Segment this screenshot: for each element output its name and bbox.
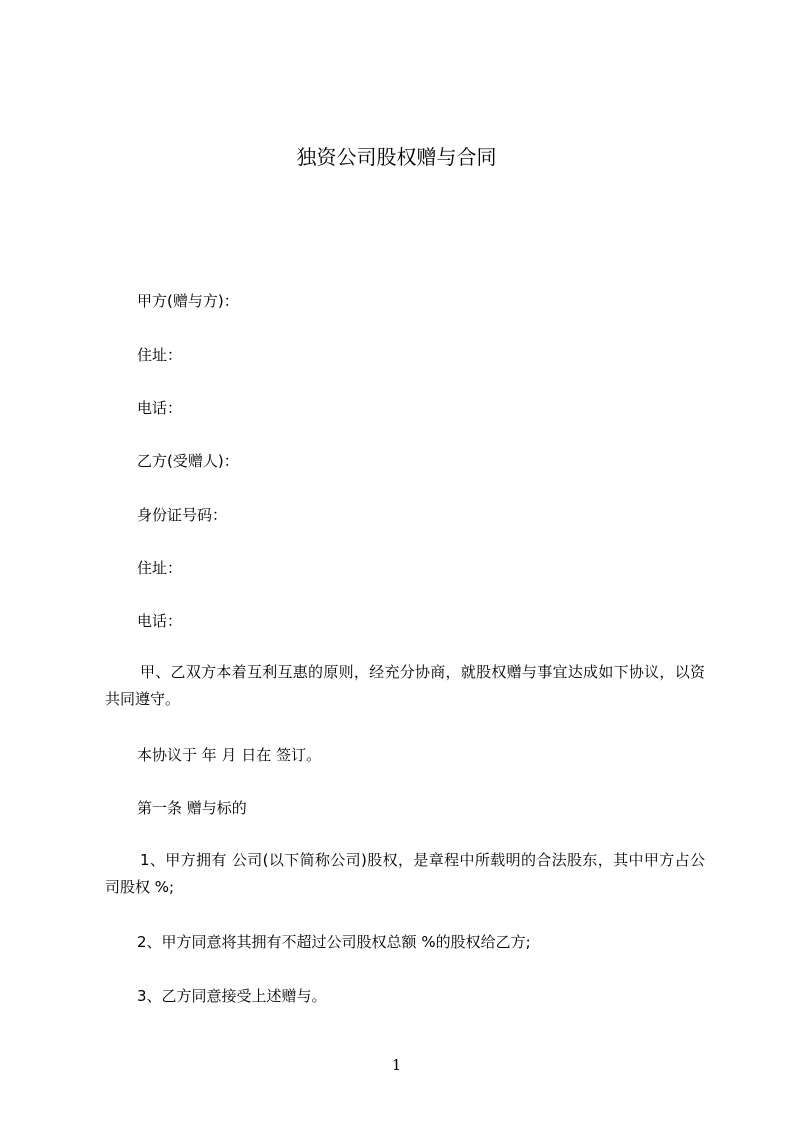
signing-line: 本协议于 年 月 日在 签订。 [137, 746, 322, 764]
party-b-address-label: 住址： [137, 559, 183, 577]
page-number: 1 [391, 1056, 402, 1074]
preamble-paragraph: 甲、乙双方本着互利互惠的原则，经充分协商，就股权赠与事宜达成如下协议，以资共同遵守。 [105, 663, 705, 708]
document-title: 独资公司股权赠与合同 [296, 145, 497, 169]
clause-1-paragraph: 1、甲方拥有 公司(以下简称公司)股权，是章程中所载明的合法股东，其中甲方占公司股权 %; [105, 851, 705, 896]
clause-2-line: 2、甲方同意将其拥有不超过公司股权总额 %的股权给乙方; [137, 933, 531, 951]
party-b-label: 乙方(受赠人)： [137, 452, 239, 470]
party-b-phone-label: 电话： [137, 612, 183, 630]
party-b-id-label: 身份证号码： [137, 506, 228, 524]
party-a-label: 甲方(赠与方)： [137, 292, 239, 310]
party-a-address-label: 住址： [137, 346, 183, 364]
article-1-heading: 第一条 赠与标的 [137, 799, 247, 817]
clause-3-line: 3、乙方同意接受上述赠与。 [137, 987, 327, 1005]
party-a-phone-label: 电话： [137, 399, 183, 417]
